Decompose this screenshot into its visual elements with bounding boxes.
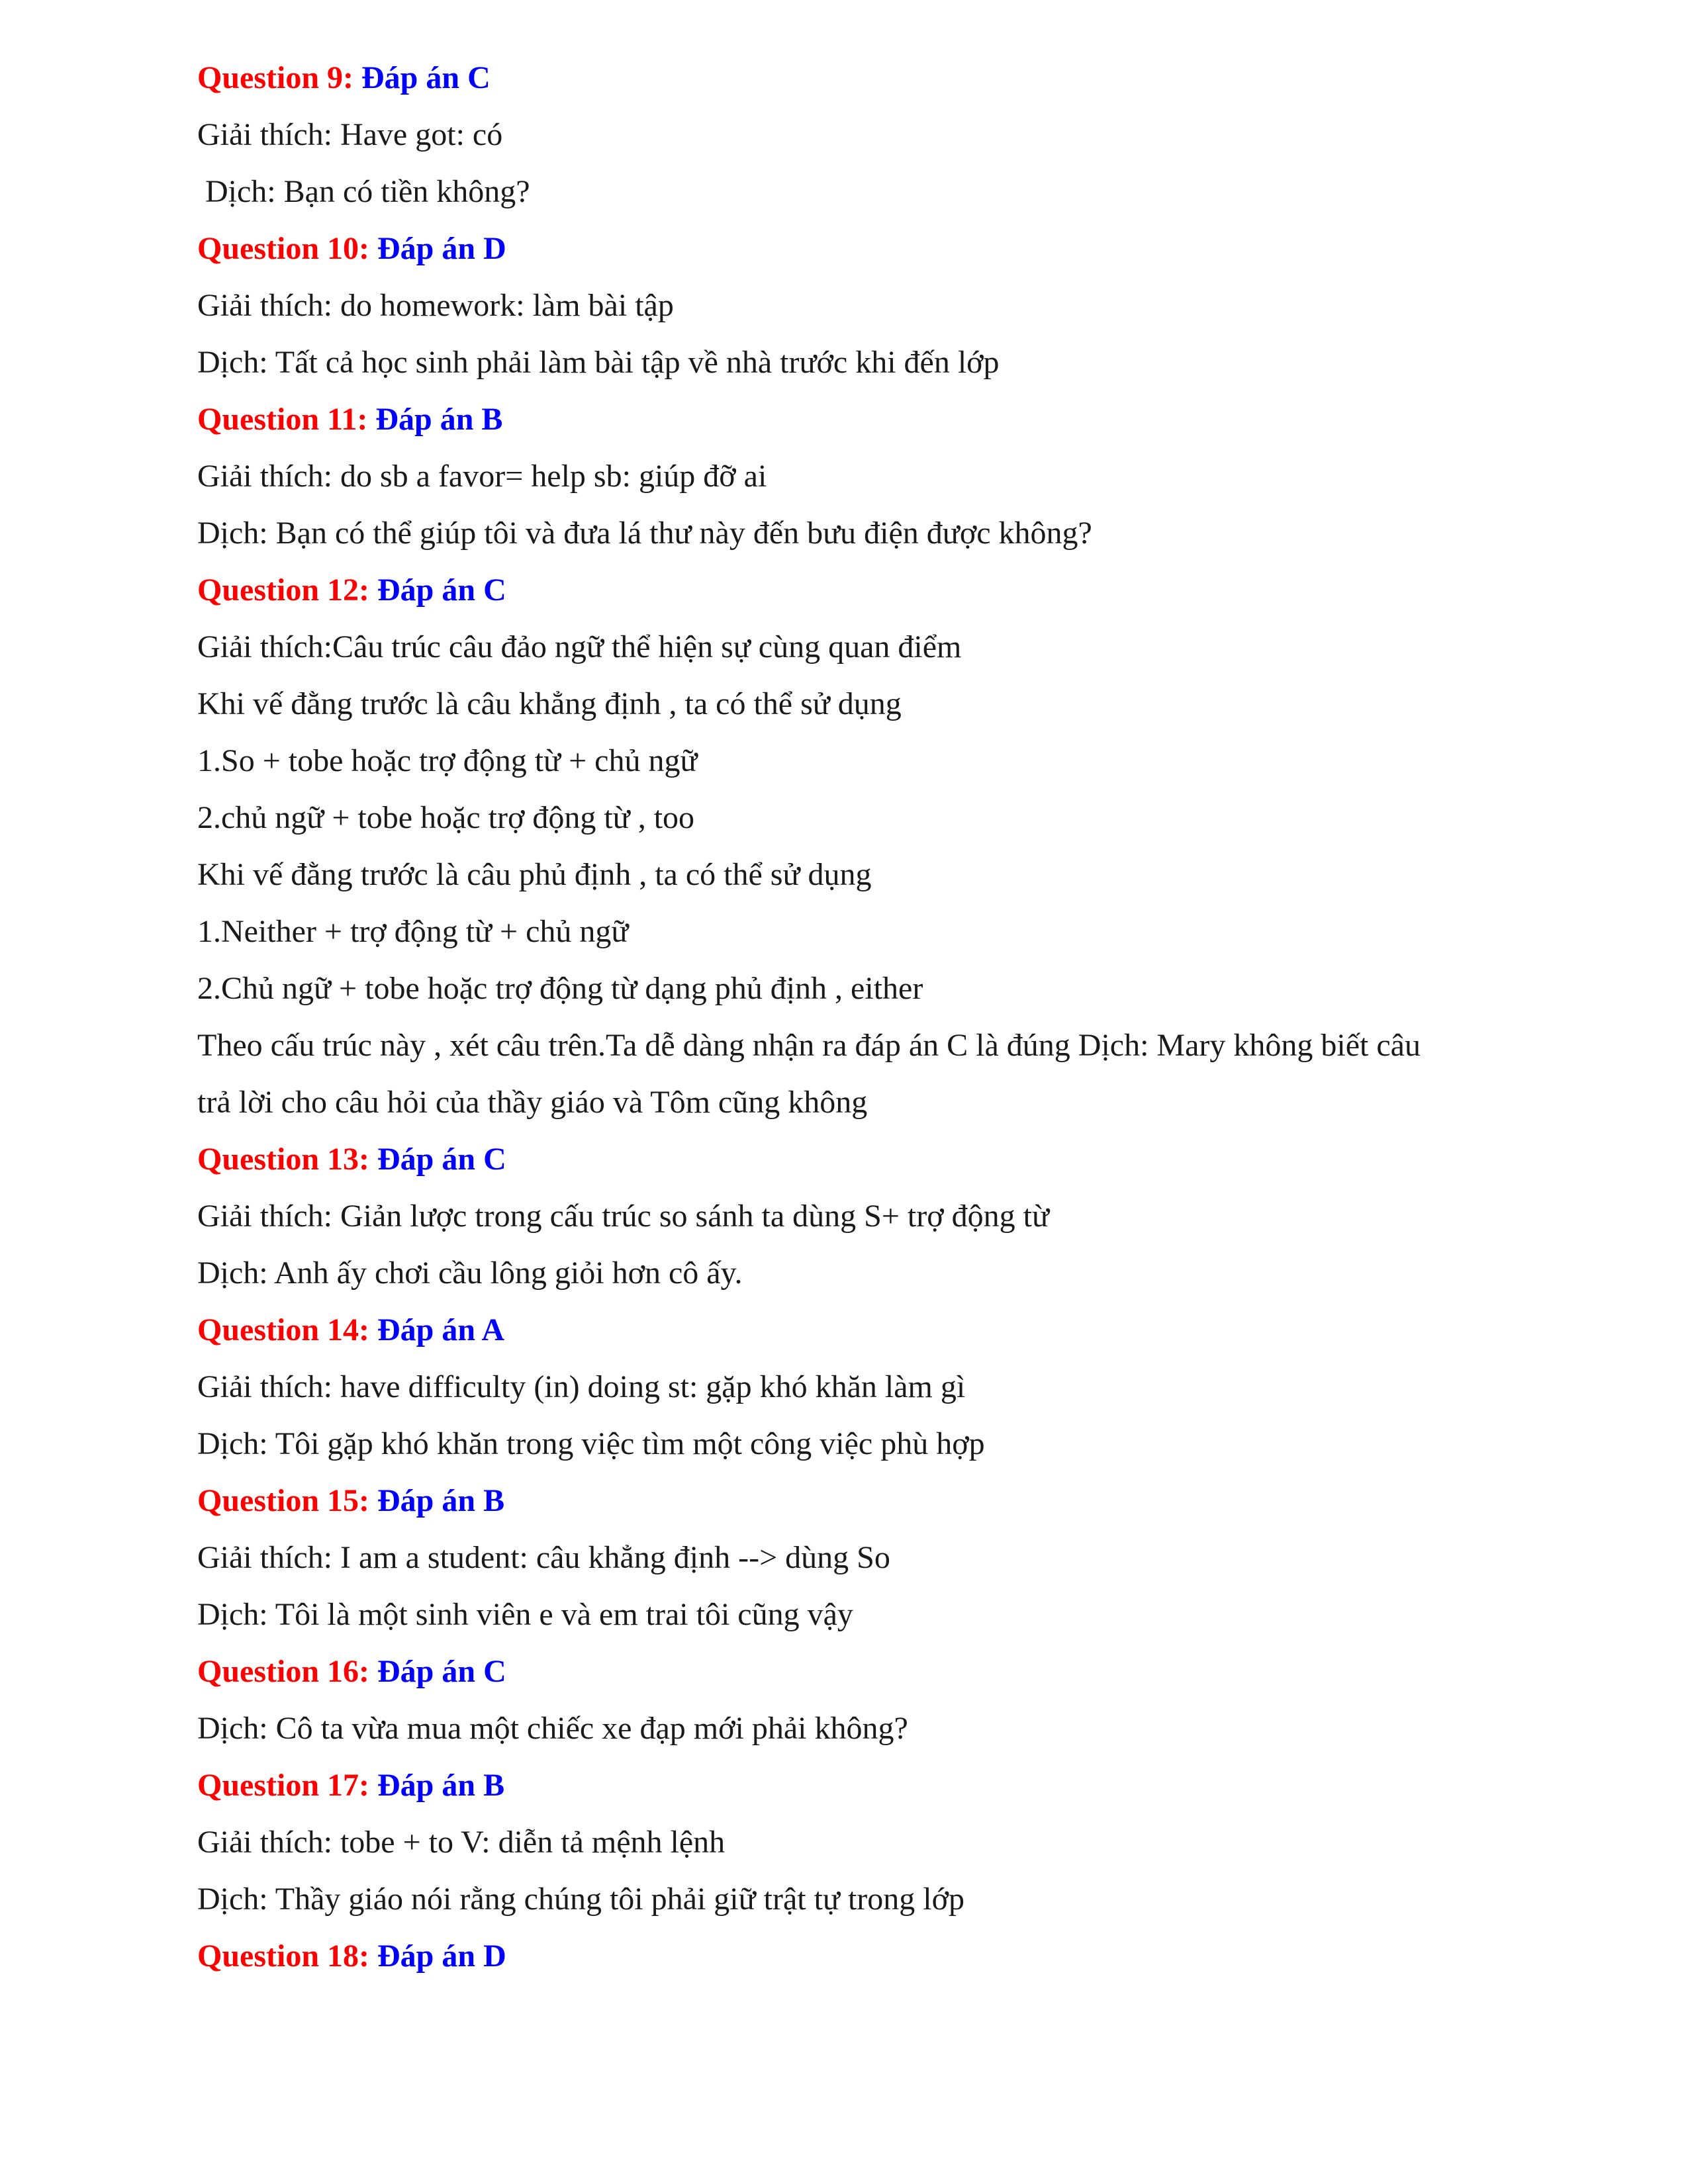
answer-key: Đáp án C — [377, 572, 506, 608]
question-heading — [197, 1309, 1521, 1366]
explanation-line: Giải thích: have difficulty (in) doing st: gặp khó khăn làm gì — [197, 1369, 966, 1404]
explanation-line: Dịch: Cô ta vừa mua một chiếc xe đạp mới phải không? — [197, 1711, 908, 1746]
explanation-line: Dịch: Thầy giáo nói rằng chúng tôi phải giữ trật tự trong lớp — [197, 1882, 964, 1917]
explanation-line: Khi vế đằng trước là câu phủ định , ta có thể sử dụng — [197, 857, 872, 892]
explanation-line: Dịch: Tôi là một sinh viên e và em trai tôi cũng vậy — [197, 1597, 853, 1632]
explanation-line: trả lời cho câu hỏi của thầy giáo và Tôm cũng không — [197, 1085, 868, 1120]
question-heading — [197, 228, 1521, 285]
explanation-line: 2.Chủ ngữ + tobe hoặc trợ động từ dạng phủ định , either — [197, 971, 923, 1006]
explanation-line: Giải thích:Câu trúc câu đảo ngữ thể hiện sự cùng quan điểm — [197, 629, 962, 664]
explanation-line: Dịch: Bạn có thể giúp tôi và đưa lá thư này đến bưu điện được không? — [197, 516, 1092, 551]
explanation-line: Giải thích: tobe + to V: diễn tả mệnh lệnh — [197, 1825, 726, 1860]
question-heading — [197, 398, 1521, 455]
question-label: Question 12: — [197, 572, 370, 608]
question-heading — [197, 1935, 1521, 1992]
question-label: Question 18: — [197, 1938, 370, 1974]
explanation-line: Giải thích: do sb a favor= help sb: giúp đỡ ai — [197, 459, 767, 494]
answer-key: Đáp án B — [377, 1483, 505, 1518]
explanation-line: Dịch: Anh ấy chơi cầu lông giỏi hơn cô ấy. — [197, 1255, 743, 1291]
explanation-line: Dịch: Bạn có tiền không? — [205, 174, 530, 209]
explanation-line: 1.Neither + trợ động từ + chủ ngữ — [197, 914, 629, 949]
question-heading — [197, 1480, 1521, 1537]
answer-key: Đáp án C — [377, 1654, 506, 1689]
explanation-line: Giải thích: I am a student: câu khẳng định --> dùng So — [197, 1540, 890, 1575]
question-label: Question 17: — [197, 1768, 370, 1803]
question-label: Question 13: — [197, 1142, 370, 1177]
question-label: Question 16: — [197, 1654, 370, 1689]
answer-key: Đáp án D — [377, 231, 506, 266]
question-label: Question 11: — [197, 402, 368, 437]
document-page — [197, 57, 1521, 1992]
explanation-line: Dịch: Tất cả học sinh phải làm bài tập về nhà trước khi đến lớp — [197, 345, 1000, 380]
question-heading — [197, 569, 1521, 626]
explanation-line: Giải thích: do homework: làm bài tập — [197, 288, 674, 323]
question-label: Question 9: — [197, 60, 354, 95]
explanation-line: Giải thích: Giản lược trong cấu trúc so sánh ta dùng S+ trợ động từ — [197, 1199, 1049, 1234]
answer-key: Đáp án C — [377, 1142, 506, 1177]
explanation-line: Theo cấu trúc này , xét câu trên.Ta dễ dàng nhận ra đáp án C là đúng Dịch: Mary không biết câu — [197, 1028, 1421, 1063]
answer-key: Đáp án A — [377, 1312, 505, 1347]
question-label: Question 10: — [197, 231, 370, 266]
question-heading — [197, 57, 1521, 114]
question-label: Question 15: — [197, 1483, 370, 1518]
answer-key: Đáp án B — [377, 1768, 505, 1803]
explanation-line: Giải thích: Have got: có — [197, 117, 503, 152]
answer-key: Đáp án D — [377, 1938, 506, 1974]
explanation-line: 1.So + tobe hoặc trợ động từ + chủ ngữ — [197, 743, 698, 778]
question-heading — [197, 1138, 1521, 1195]
question-label: Question 14: — [197, 1312, 370, 1347]
answer-key: Đáp án B — [375, 402, 503, 437]
answer-key: Đáp án C — [361, 60, 491, 95]
explanation-line: Khi vế đằng trước là câu khẳng định , ta có thể sử dụng — [197, 686, 902, 721]
explanation-line: Dịch: Tôi gặp khó khăn trong việc tìm một công việc phù hợp — [197, 1426, 985, 1461]
explanation-line: 2.chủ ngữ + tobe hoặc trợ động từ , too — [197, 800, 695, 835]
question-heading — [197, 1764, 1521, 1821]
question-heading — [197, 1651, 1521, 1707]
